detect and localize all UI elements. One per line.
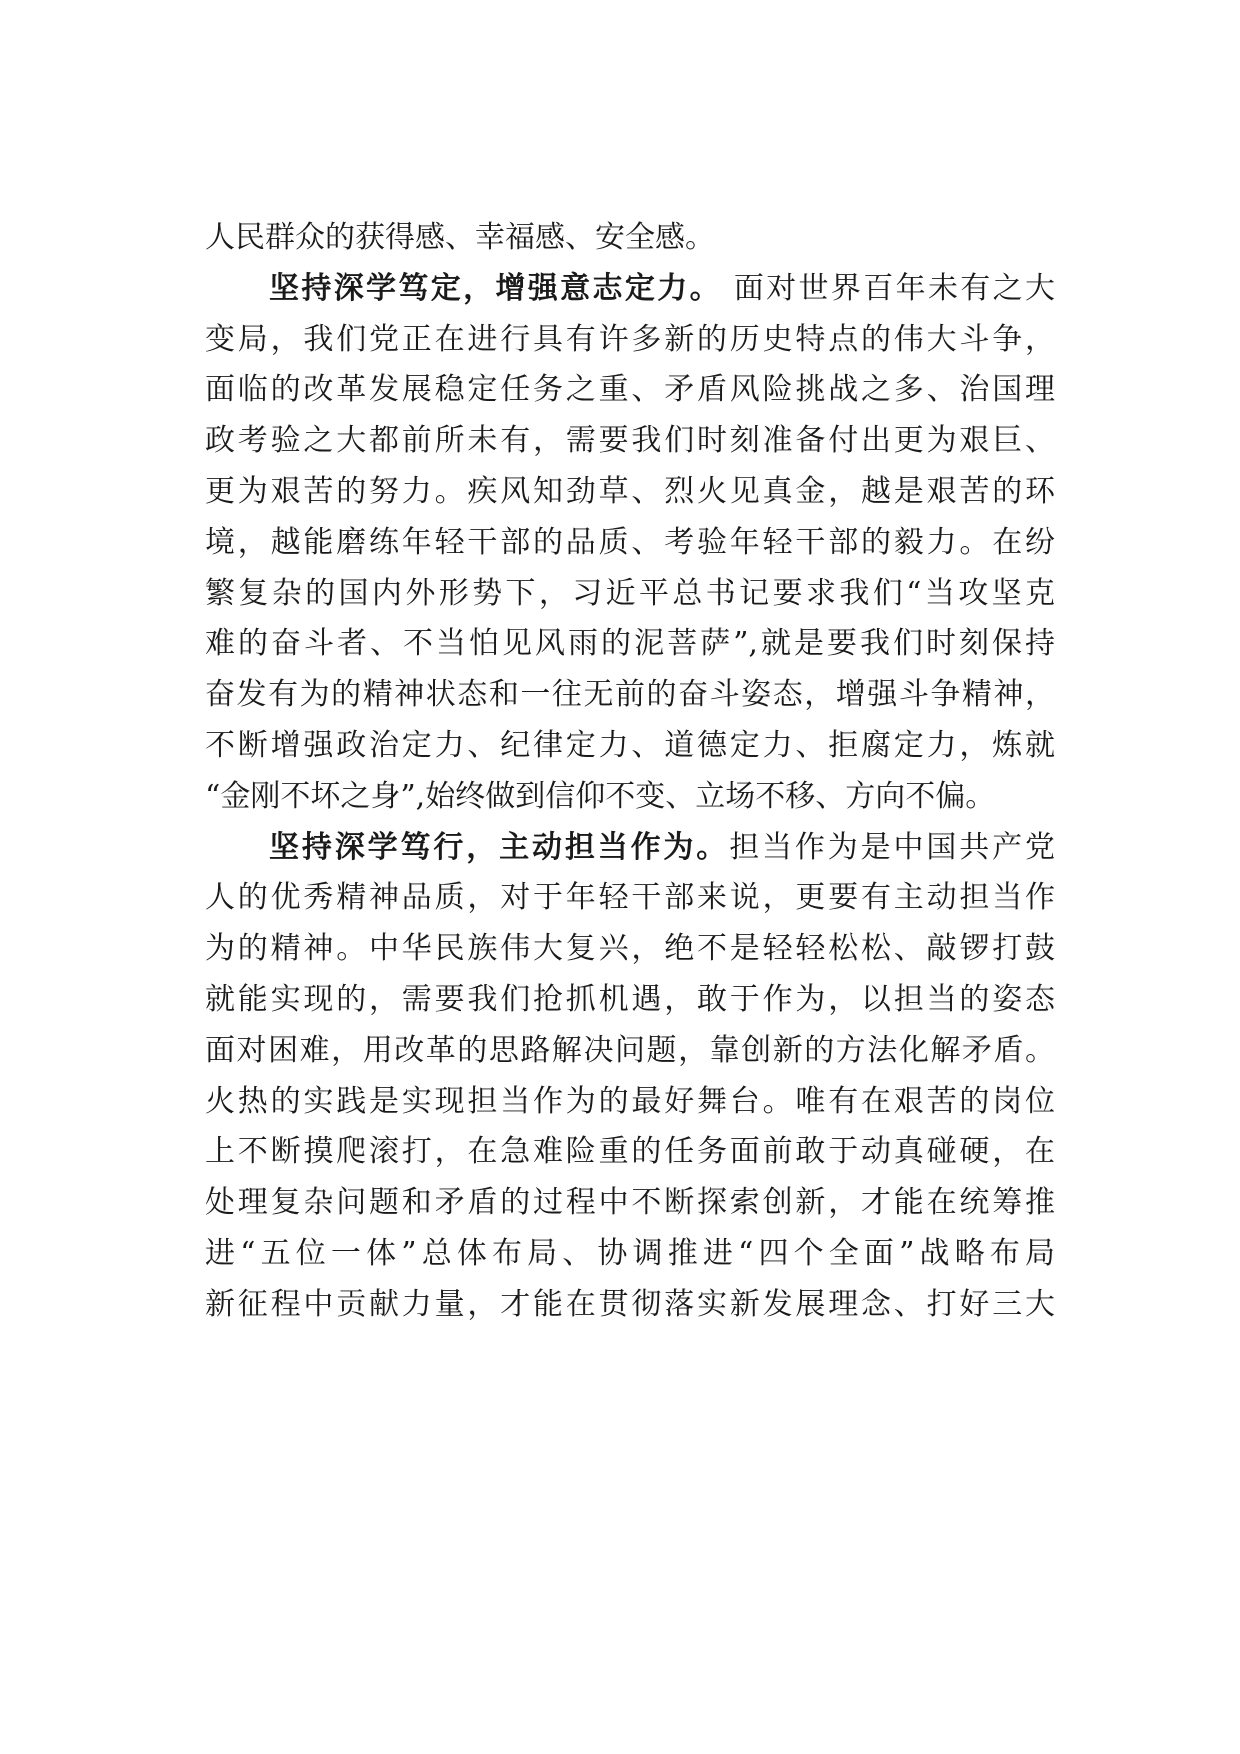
paragraph-line: 政考验之大都前所未有，需要我们时刻准备付出更为艰巨、 xyxy=(205,423,1055,459)
paragraph-line: 奋发有为的精神状态和一往无前的奋斗姿态，增强斗争精神， xyxy=(205,677,1055,713)
section2-paragraph xyxy=(205,823,1055,1331)
paragraph-line: 人民群众的获得感、幸福感、安全感。 xyxy=(205,220,715,255)
opening-paragraph xyxy=(205,213,1055,264)
paragraph-line: 难的奋斗者、不当怕见风雨的泥菩萨”,就是要我们时刻保持 xyxy=(205,626,1055,662)
section2-first-line-text: 担当作为是中国共产党 xyxy=(729,829,1056,865)
paragraph-line: 人的优秀精神品质，对于年轻干部来说，更要有主动担当作 xyxy=(205,880,1055,916)
section1-first-line-text: 面对世界百年未有之大 xyxy=(721,270,1055,306)
section2-heading: 坚持深学笃行，主动担当作为。 xyxy=(269,829,730,865)
paragraph-line: 繁复杂的国内外形势下，习近平总书记要求我们“当攻坚克 xyxy=(205,575,1055,611)
section1-paragraph xyxy=(205,264,1055,823)
paragraph-line: 境，越能磨练年轻干部的品质、考验年轻干部的毅力。在纷 xyxy=(205,524,1055,560)
paragraph-line: 上不断摸爬滚打，在急难险重的任务面前敢于动真碰硬，在 xyxy=(205,1134,1055,1170)
paragraph-first-line xyxy=(205,823,1055,874)
section1-heading: 坚持深学笃定，增强意志定力。 xyxy=(269,270,722,306)
paragraph-line: 不断增强政治定力、纪律定力、道德定力、拒腐定力，炼就 xyxy=(205,727,1055,763)
document-body xyxy=(205,213,1055,1331)
paragraph-line: 为的精神。中华民族伟大复兴，绝不是轻轻松松、敲锣打鼓 xyxy=(205,931,1055,967)
paragraph-first-line xyxy=(205,264,1055,315)
paragraph-line: 面对困难，用改革的思路解决问题，靠创新的方法化解矛盾。 xyxy=(205,1032,1055,1068)
paragraph-line: 火热的实践是实现担当作为的最好舞台。唯有在艰苦的岗位 xyxy=(205,1083,1055,1119)
paragraph-line: 面临的改革发展稳定任务之重、矛盾风险挑战之多、治国理 xyxy=(205,372,1055,408)
paragraph-line: 新征程中贡献力量，才能在贯彻落实新发展理念、打好三大 xyxy=(205,1286,1055,1322)
paragraph-line: 处理复杂问题和矛盾的过程中不断探索创新，才能在统筹推 xyxy=(205,1185,1055,1221)
paragraph-line: 变局，我们党正在进行具有许多新的历史特点的伟大斗争， xyxy=(205,321,1055,357)
paragraph-line: 进“五位一体”总体布局、协调推进“四个全面”战略布局 xyxy=(205,1235,1055,1271)
paragraph-line: 更为艰苦的努力。疾风知劲草、烈火见真金，越是艰苦的环 xyxy=(205,473,1055,509)
paragraph-line: 就能实现的，需要我们抢抓机遇，敢于作为，以担当的姿态 xyxy=(205,981,1055,1017)
paragraph-line: “金刚不坏之身”,始终做到信仰不变、立场不移、方向不偏。 xyxy=(205,778,996,814)
